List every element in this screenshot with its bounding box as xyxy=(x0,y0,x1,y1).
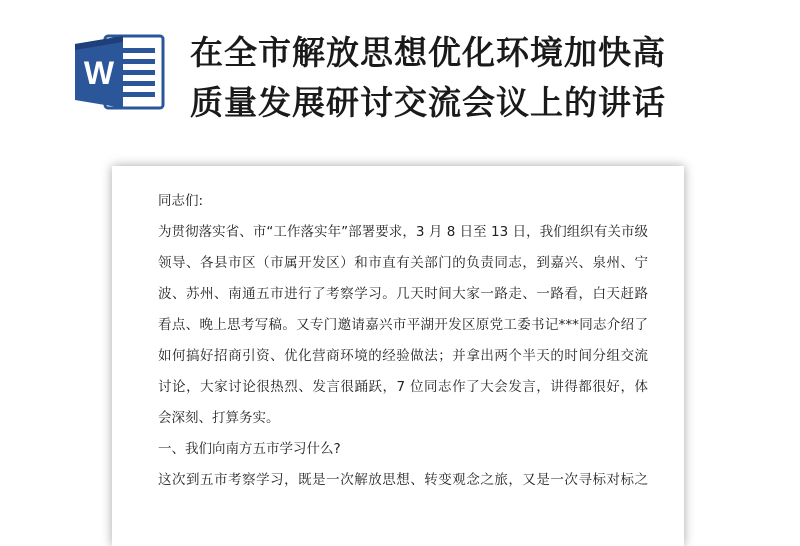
word-icon-letter: W xyxy=(83,55,115,91)
paragraph-line: 看点、晚上思考写稿。又专门邀请嘉兴市平湖开发区原党工委书记***同志介绍了 xyxy=(158,317,648,333)
paragraph-line: 会深刻、打算务实。 xyxy=(158,410,280,426)
title-line-2: 质量发展研讨交流会议上的讲话 xyxy=(190,83,666,122)
paragraph-line: 这次到五市考察学习，既是一次解放思想、转变观念之旅，又是一次寻标对标之 xyxy=(158,472,648,488)
salutation: 同志们: xyxy=(158,193,204,209)
section-heading: 一、我们向南方五市学习什么? xyxy=(158,441,341,457)
document-body xyxy=(158,186,648,496)
paragraph-line: 波、苏州、南通五市进行了考察学习。几天时间大家一路走、一路看，白天赶路 xyxy=(158,286,648,302)
document-title xyxy=(190,28,790,128)
title-line-1: 在全市解放思想优化环境加快高 xyxy=(190,33,666,72)
document-page xyxy=(112,166,684,546)
paragraph-line: 为贯彻落实省、市“工作落实年”部署要求，3 月 8 日至 13 日，我们组织有关市级 xyxy=(158,224,648,240)
header xyxy=(0,0,800,140)
paragraph-line: 领导、各县市区（市属开发区）和市直有关部门的负责同志，到嘉兴、泉州、宁 xyxy=(158,255,648,271)
paragraph-line: 讨论，大家讨论很热烈、发言很踊跃，7 位同志作了大会发言，讲得都很好，体 xyxy=(158,379,648,395)
paragraph-line: 如何搞好招商引资、优化营商环境的经验做法；并拿出两个半天的时间分组交流 xyxy=(158,348,648,364)
word-document-icon xyxy=(75,32,167,112)
